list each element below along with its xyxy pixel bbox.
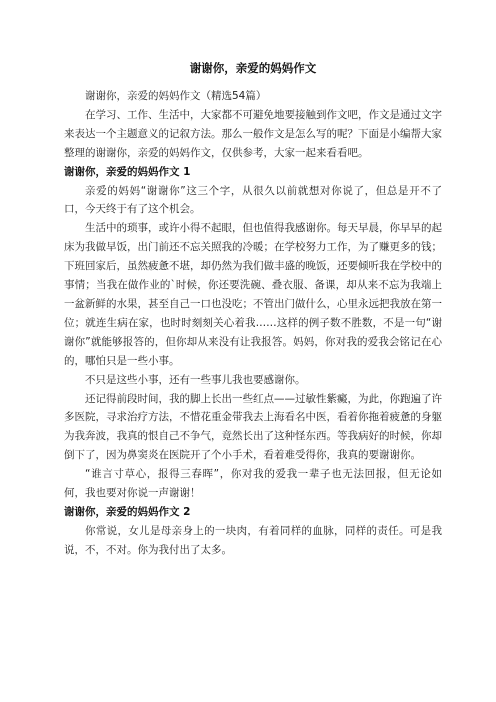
paragraph: “谁言寸草心，报得三春晖”，你对我的爱我一辈子也无法回报，但无论如何，我也要对你说一声谢谢！ xyxy=(64,468,442,500)
section-2 xyxy=(64,503,442,560)
section-1 xyxy=(64,163,442,503)
section-heading: 谢谢你，亲爱的妈妈作文 2 xyxy=(64,505,191,518)
paragraph: 生活中的琐事，或许小得不起眼，但也值得我感谢你。每天早晨，你早早的起床为我做早饭，出门前还不忘关照我的冷暖；在学校努力工作，为了赚更多的钱；下班回家后，虽然疲惫不堪，却仍然为我们做丰盛的晚饭，还要倾听我在学校中的事情；当我在做作业的`时候，你还要洗碗、叠衣服、备课，却从来不忘为我端上一盆新鲜的水果，甚至自己一口也没吃；不管出门做什么，心里永远把我放在第一位；就连生病在家，也时时刻刻关心着我……这样的例子数不胜数，不是一句“谢谢你”就能够报答的，但你却从来没有让我报答。妈妈，你对我的爱我会铭记在心的，哪怕只是一些小事。 xyxy=(64,222,442,367)
paragraph: 还记得前段时间，我的脚上长出一些红点——过敏性紫癜，为此，你跑遍了许多医院，寻求治疗方法，不惜花重金带我去上海看名中医，看着你拖着疲惫的身躯为我奔波，我真的恨自己不争气，竟然长出了这种怪东西。等我病好的时候，你却倒下了，因为鼻窦炎在医院开了个小手术，看着难受得你，我真的要谢谢你。 xyxy=(64,392,442,462)
document-page xyxy=(64,60,442,560)
intro-subtitle: 谢谢你，亲爱的妈妈作文（精选54篇） xyxy=(85,90,267,102)
document-title: 谢谢你，亲爱的妈妈作文 xyxy=(189,61,317,75)
paragraph: 你常说，女儿是母亲身上的一块肉，有着同样的血脉，同样的责任。可是我说，不，不对。你为我付出了太多。 xyxy=(64,524,442,556)
paragraph: 亲爱的妈妈“谢谢你”这三个字，从很久以前就想对你说了，但总是开不了口，今天终于有了这个机会。 xyxy=(64,184,442,216)
section-heading: 谢谢你，亲爱的妈妈作文 1 xyxy=(64,165,191,178)
intro-paragraph: 在学习、工作、生活中，大家都不可避免地要接触到作文吧，作文是通过文字来表达一个主题意义的记叙方法。那么一般作文是怎么写的呢？下面是小编帮大家整理的谢谢你，亲爱的妈妈作文，仅供参考，大家一起来看看吧。 xyxy=(64,108,442,159)
paragraph: 不只是这些小事，还有一些事儿我也要感谢你。 xyxy=(85,373,306,386)
